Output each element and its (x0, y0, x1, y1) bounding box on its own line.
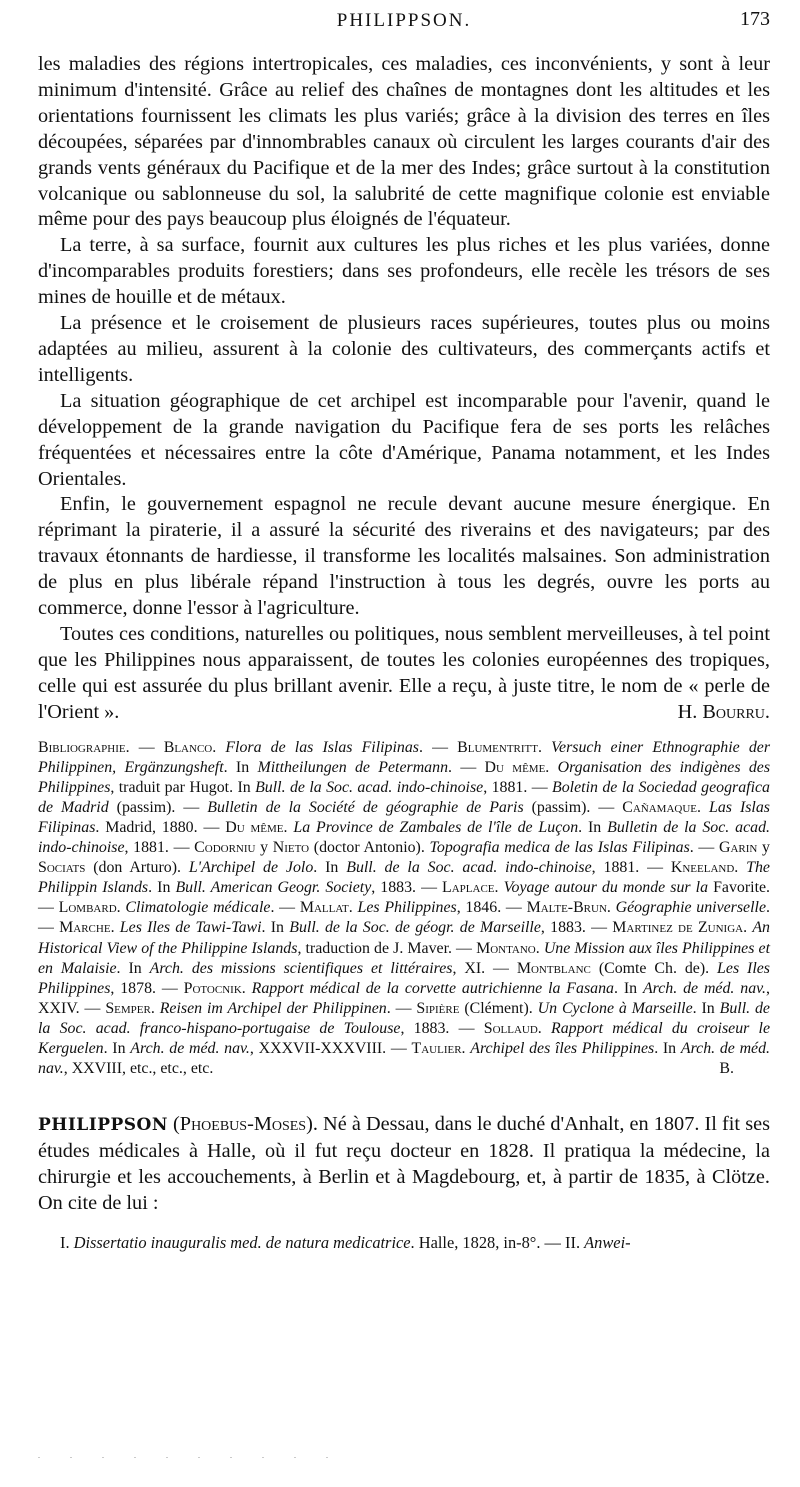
bibliography-segment: Reisen im Archipel der Philippinen (159, 999, 387, 1017)
bibliography-segment: Archipel des îles Philippines (470, 1039, 655, 1057)
bibliography-segment: . (535, 939, 544, 957)
article-body (38, 52, 770, 726)
bibliography-segment: Du même (484, 758, 546, 776)
bibliography-segment: Du même (225, 818, 284, 836)
bibliography-segment: Voyage autour du monde sur la (503, 879, 714, 897)
bibliography-segment: Codorniu (194, 839, 256, 857)
bibliography-segment: . In (654, 1039, 681, 1057)
bibliography-segment: Malte-Brun (526, 899, 607, 917)
bibliography-segment: . In (103, 1039, 131, 1057)
bibliography-segment: . In (116, 959, 150, 977)
page-bottom-marks: . . . . . . . . . . (38, 1451, 342, 1460)
bibliography-segment: Mittheilungen de Petermann (257, 758, 449, 776)
bibliography-segment: . (116, 899, 126, 917)
bibliography-segment: Favorite (713, 879, 767, 897)
paragraph-6 (38, 622, 770, 726)
bibliography-segment: Arch. de méd. nav. (642, 979, 767, 997)
bibliography-segment: . In (692, 999, 720, 1017)
bibliography-segment: Bulletin de la Soc. acad. indo-chinoise (38, 818, 771, 857)
bibliography-segment: . — (386, 999, 417, 1017)
bibliography-segment: . In (613, 979, 643, 997)
page-header (38, 0, 770, 58)
bibliography-segment: , 1881. — (591, 859, 671, 877)
bibliography-segment: Bull. de la Soc. de géogr. de Marseille (289, 919, 541, 937)
bibliography-segment: Bull. de la Soc. acad. indo-chinoise (346, 859, 592, 877)
bibliography-segment: . (461, 1039, 471, 1057)
bibliography-segment: L'Archipel de Jolo (188, 859, 314, 877)
bibliography-segment: . (150, 999, 160, 1017)
bibliography-segment: Blumentritt (457, 738, 538, 756)
bibliography-segment: . — (270, 899, 300, 917)
bibliography-segment: Mallat (299, 899, 349, 917)
bibliography-segment: Montblanc (516, 959, 591, 977)
bibliography-segment: Arch. de méd. nav. (38, 1039, 771, 1078)
bibliography-segment: . (538, 738, 552, 756)
bibliography-entries (38, 739, 770, 1078)
running-title: PHILIPPSON. (336, 10, 472, 31)
entry-headword: PHILIPPSON (38, 1115, 168, 1136)
paragraph-6-text: Toutes ces conditions, naturelles ou politiques, nous semblent merveilleuses, à tel point que les Philippines nous apparaissent, de toutes les colonies européennes des tropiques, celle qui est assurée du plus brillant avenir. Elle a reçu, à juste titre, le nom de « perle de l'Orient ». (38, 622, 770, 723)
bibliography-segment: Las Islas Filipinas (38, 798, 770, 836)
bibliography-segment: . — (38, 879, 771, 917)
bibliography-segment: . (743, 919, 753, 937)
bibliography-segment: . In (148, 879, 176, 897)
bibliography-segment: Topografia medica de las Islas Filipinas (429, 839, 690, 857)
bibliography-segment: Sipière (416, 999, 460, 1017)
works-segment: Dissertatio inauguralis med. de natura medicatrice (73, 1233, 411, 1253)
bibliography-segment: La Province de Zambales de l'île de Luçon (293, 818, 579, 836)
bibliography-segment: Organisation des indigènes des Philippines (38, 758, 771, 796)
bibliography-segment: . — (38, 899, 770, 937)
bibliography-segment: Les Philippines (357, 899, 457, 917)
bibliography-segment: (Clément). (459, 999, 538, 1017)
bibliography-segment: . (241, 979, 252, 997)
bibliography-segment: , XXXVII-XXXVIII. — (249, 1039, 412, 1057)
bibliography-segment: Climatologie médicale (125, 899, 271, 917)
bibliography-segment: , traduit par Hugot. In (110, 778, 256, 796)
bibliography-segment: . — (448, 758, 485, 776)
bibliography-segment: . — (689, 839, 719, 857)
dictionary-entry (38, 1111, 770, 1216)
bibliography-segment: Bulletin de la Société de géographie de Paris (207, 798, 524, 816)
bibliography-segment: Sollaud (483, 1019, 538, 1037)
bibliography-segment: , XXIV. — (38, 979, 770, 1017)
bibliography-segment: Martinez de Zuniga (612, 919, 744, 937)
works-segment: I. (60, 1233, 74, 1253)
bibliography-segment: Arch. des missions scientifiques et littéraires (149, 959, 453, 977)
entry-text-segment: (Phoebus-Moses) (173, 1113, 313, 1136)
bibliography-segment: . (697, 798, 709, 816)
bibliography-segment: y (757, 839, 770, 857)
bibliography-segment: , XI. — (452, 959, 517, 977)
bibliography-segment: Garin (719, 839, 758, 857)
bibliography-segment: Arch. de méd. nav. (130, 1039, 250, 1057)
bibliography-segment: , 1878. — (110, 979, 184, 997)
document-page (38, 0, 770, 1254)
bibliography-segment: Taulier (411, 1039, 462, 1057)
bibliography-segment: An Historical View of the Philippine Islands (38, 919, 770, 957)
paragraph-2: La terre, à sa surface, fournit aux cultures les plus riches et les plus variées, donne d'incomparables produits forestiers; dans ses profondeurs, elle recèle les trésors de ses mines de houille et de métaux. (38, 234, 770, 309)
bibliography-segment: Géographie universelle (615, 899, 766, 917)
bibliography-segment: . (537, 1019, 551, 1037)
bibliography-segment: The Philippin Islands (38, 859, 770, 897)
bibliography-segment: Nieto (272, 839, 310, 857)
bibliography-segment: , 1881. — (483, 778, 553, 796)
bibliography-segment: — (129, 738, 164, 756)
works-segment: . Halle, 1828, in-8°. — II. (410, 1233, 585, 1253)
bibliography-segment: . (606, 899, 616, 917)
page-number: 173 (740, 8, 770, 30)
paragraph-5: Enfin, le gouvernement espagnol ne recule devant aucune mesure énergique. En réprimant la piraterie, il a assuré la sécurité des riverains et des navigateurs; par des travaux étonnants de hardiesse, il transforme les localités malsaines. Son administration de plus en plus libérale répand l'instruction à tous les degrés, ouvre les ports au commerce, donne l'essor à l'agriculture. (38, 493, 770, 620)
bibliography-segment: , 1883. — (371, 879, 443, 897)
bibliography-segment: . In (223, 758, 258, 776)
bibliography-segment: , 1883. — (400, 1019, 484, 1037)
bibliography-segment: Bull. de la Soc. acad. franco-hispano-portugaise de Toulouse (38, 999, 770, 1037)
bibliography-segment: Une Mission aux îles Philippines et en Malaisie (38, 939, 770, 977)
bibliography-segment: Boletin de la Sociedad geografica de Madrid (38, 778, 770, 816)
bibliography-segment: . (283, 818, 294, 836)
bibliography-segment: . In (313, 859, 347, 877)
bibliography-segment: y (255, 839, 273, 857)
bibliography-segment: Lombard (58, 899, 117, 917)
bibliography-segment: . — (419, 738, 458, 756)
paragraph-1: les maladies des régions intertropicales, ces maladies, ces inconvénients, y sont à leur minimum d'intensité. Grâce au relief des chaînes de montagnes dont les altitudes et les orientations fournissent les climats les plus variés; grâce à la division des terres en îles découpées, séparées par d'innombrables canaux où circulent les larges courants d'air des grands vents généraux du Pacifique et de la mer des Indes; grâce surtout à la constitution volcanique ou sablonneuse du sol, la salubrité de cette magnifique colonie est enviable même pour des pays beaucoup plus éloignés de l'équateur. (38, 53, 770, 231)
paragraph-3: La présence et le croisement de plusieurs races supérieures, toutes plus ou moins adaptées au milieu, assurent à la colonie des cultivateurs, des commerçants actifs et intelligents. (38, 312, 770, 386)
bibliography-segment: , XXVIII, etc., etc., etc. (63, 1060, 214, 1078)
bibliography-segment: Cañamaque (622, 798, 697, 816)
bibliography-segment: Les Iles de Tawi-Tawi (119, 919, 262, 937)
bibliography-segment: . (212, 738, 226, 756)
bibliography-segment: Flora de las Islas Filipinas (225, 738, 419, 756)
bibliography-segment: Bull. de la Soc. acad. indo-chinoise (255, 778, 484, 796)
bibliography-segment: (don Arturo). (85, 859, 189, 877)
bibliography-segment: Semper (105, 999, 151, 1017)
bibliography-segment: . (110, 919, 120, 937)
bibliography-segment: Les Iles Philippines (38, 959, 770, 997)
paragraph-4: La situation géographique de cet archipel est incomparable pour l'avenir, quand le développement de la grande navigation du Pacifique fera de ses ports les relâches fréquentées et nécessaires entre la côte d'Amérique, Panama notamment, et les Indes Orientales. (38, 389, 770, 490)
bibliography-segment: Montano (476, 939, 536, 957)
bibliography-segment: Un Cyclone à Marseille (537, 999, 693, 1017)
bibliography-segment: . (734, 859, 747, 877)
bibliography-segment: Kneeland (670, 859, 735, 877)
bibliography-segment: Rapport médical du croiseur le Kerguelen (38, 1019, 771, 1057)
bibliography-segment: , traduction de J. Maver. — (297, 939, 477, 957)
bibliography-segment: , 1881. — (124, 839, 195, 857)
bibliography-segment: Marche (59, 919, 111, 937)
bibliography (38, 738, 770, 1080)
bibliography-segment: (passim). — (523, 798, 623, 816)
bibliography-label: Bibliographie. (38, 738, 130, 756)
bibliography-signature: B. (719, 1060, 734, 1078)
author-signature: H. Bourru. (677, 700, 770, 723)
bibliography-segment: (passim). — (108, 798, 208, 816)
bibliography-segment: . In (261, 919, 290, 937)
bibliography-segment: (Comte Ch. de). (590, 959, 718, 977)
bibliography-segment: Blanco (163, 738, 213, 756)
bibliography-segment: Rapport médical de la corvette autrichienne la Fasana (251, 979, 614, 997)
bibliography-segment: . (494, 879, 504, 897)
bibliography-segment: . (348, 899, 358, 917)
bibliography-segment: . (545, 758, 558, 776)
works-list (38, 1232, 770, 1254)
bibliography-segment: Versuch einer Ethnographie der Philippinen, Ergänzungsheft (38, 738, 771, 776)
works-segment: Anwei- (584, 1233, 631, 1253)
bibliography-segment: (doctor Antonio). (309, 839, 430, 857)
bibliography-segment: , 1846. — (456, 899, 527, 917)
bibliography-segment: , 1883. — (540, 919, 613, 937)
bibliography-segment: . In (578, 818, 608, 836)
bibliography-segment: Bull. American Geogr. Society (175, 879, 372, 897)
bibliography-segment: Potocnik (183, 979, 242, 997)
entry-text-segment: . Né à Dessau, dans le duché d'Anhalt, en 1807. Il fit ses études médicales à Halle, où il fut reçu docteur en 1828. Il pratiqua la médecine, la chirurgie et les accouchements, à Berlin et à Magdebourg, et, à partir de 1835, à Clötze. On cite de lui : (38, 1113, 770, 1215)
bibliography-segment: Laplace (442, 879, 495, 897)
bibliography-segment: . Madrid, 1880. — (95, 818, 226, 836)
bibliography-segment: Sociats (38, 859, 86, 877)
